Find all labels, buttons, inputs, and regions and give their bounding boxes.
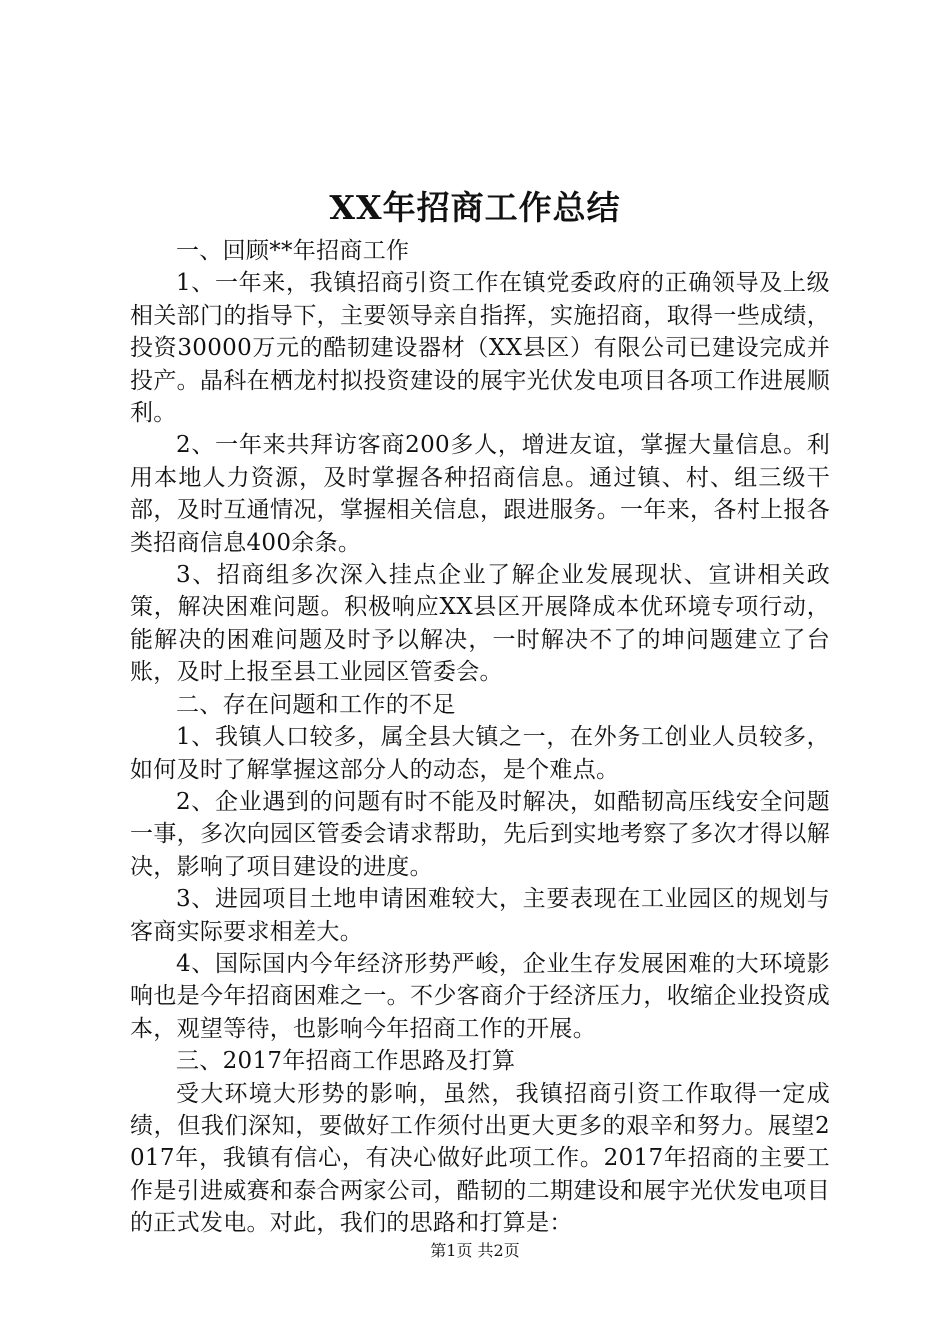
paragraph-review-2: 2、一年来共拜访客商200多人，增进友谊，掌握大量信息。利用本地人力资源，及时掌握各种招商信息。通过镇、村、组三级干部，及时互通情况，掌握相关信息，跟进服务。一年来，各村上报各类招商信息400余条。 [130, 432, 830, 556]
section-heading-plans: 三、2017年招商工作思路及打算 [176, 1048, 516, 1075]
section-heading-review: 一、回顾**年招商工作 [176, 238, 410, 264]
paragraph-review-1: 1、一年来，我镇招商引资工作在镇党委政府的正确领导及上级相关部门的指导下，主要领导亲自指挥，实施招商，取得一些成绩，投资30000万元的酷韧建设器材（XX县区）有限公司已建设完成并投产。晶科在栖龙村拟投资建设的展宇光伏发电项目各项工作进展顺利。 [130, 270, 830, 427]
paragraph-problem-4: 4、国际国内今年经济形势严峻，企业生存发展困难的大环境影响也是今年招商困难之一。不少客商介于经济压力，收缩企业投资成本，观望等待，也影响今年招商工作的开展。 [130, 950, 830, 1042]
paragraph-problem-3: 3、进园项目土地申请困难较大，主要表现在工业园区的规划与客商实际要求相差大。 [130, 886, 830, 945]
paragraph-problem-1: 1、我镇人口较多，属全县大镇之一，在外务工创业人员较多，如何及时了解掌握这部分人的动态，是个难点。 [130, 724, 830, 783]
page-number-footer: 第1页 共2页 [430, 1241, 520, 1260]
document-title: XX年招商工作总结 [329, 188, 621, 227]
paragraph-review-3: 3、招商组多次深入挂点企业了解企业发展现状、宣讲相关政策，解决困难问题。积极响应XX县区开展降成本优环境专项行动，能解决的困难问题及时予以解决，一时解决不了的坤问题建立了台账，及时上报至县工业园区管委会。 [130, 562, 830, 686]
section-heading-problems: 二、存在问题和工作的不足 [176, 691, 456, 718]
document-body [130, 235, 830, 1240]
paragraph-plans: 受大环境大形势的影响，虽然，我镇招商引资工作取得一定成绩，但我们深知，要做好工作须付出更大更多的艰辛和努力。展望2017年，我镇有信心，有决心做好此项工作。2017年招商的主要工作是引进威赛和泰合两家公司，酷韧的二期建设和展宇光伏发电项目的正式发电。对此，我们的思路和打算是： [130, 1080, 830, 1237]
paragraph-problem-2: 2、企业遇到的问题有时不能及时解决，如酷韧高压线安全问题一事，多次向园区管委会请求帮助，先后到实地考察了多次才得以解决，影响了项目建设的进度。 [130, 788, 830, 880]
